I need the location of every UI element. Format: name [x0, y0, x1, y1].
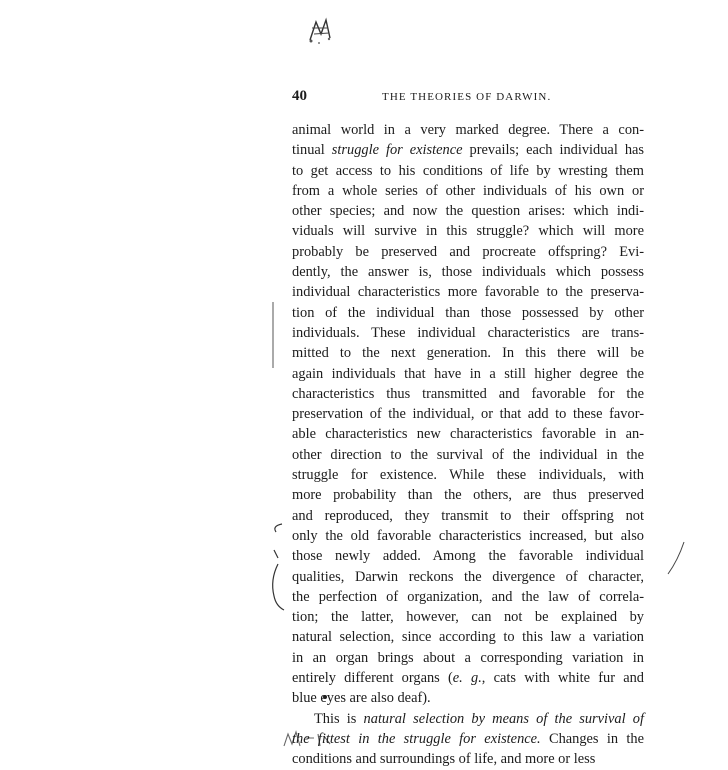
page-number: 40	[292, 88, 307, 104]
text-run: tinual	[292, 142, 332, 159]
text-run: qualities, Darwin reckons the divergence of character,	[292, 568, 644, 585]
text-run: natural selection, since according to this law a variation	[292, 629, 644, 646]
text-run: only the old favorable characteristics increased, but also	[292, 527, 644, 544]
text-run: other species; and now the question arises: which indi-	[292, 203, 644, 220]
margin-bracket	[268, 520, 290, 616]
running-header	[292, 88, 644, 110]
text-line	[292, 445, 644, 465]
text-run: blue eyes are also deaf).	[292, 690, 431, 707]
text-line	[292, 546, 644, 566]
text-line	[292, 627, 644, 647]
text-run: conditions and surroundings of life, and more or less	[292, 751, 596, 768]
text-line	[292, 221, 644, 241]
margin-stroke	[664, 540, 688, 576]
text-line	[292, 303, 644, 323]
text-line	[292, 567, 644, 587]
text-run: dently, the answer is, those individuals which possess	[292, 264, 644, 281]
text-run: in an organ brings about a corresponding variation in	[292, 649, 644, 666]
text-line	[292, 485, 644, 505]
text-line	[292, 262, 644, 282]
margin-line	[270, 300, 276, 370]
paragraph	[292, 120, 644, 709]
text-run: again individuals that have in a still higher degree the	[292, 365, 644, 382]
text-line	[292, 181, 644, 201]
text-run: those newly added. Among the favorable individual	[292, 548, 644, 565]
text-line	[292, 384, 644, 404]
text-line	[292, 161, 644, 181]
italic-run: natural selection by means of the survival of	[363, 710, 644, 727]
text-line	[292, 526, 644, 546]
text-run: prevails; each individual has	[462, 142, 645, 159]
text-line	[292, 120, 644, 140]
text-run: animal world in a very marked degree. There a con-	[292, 122, 644, 138]
text-line	[292, 587, 644, 607]
text-line	[292, 201, 644, 221]
italic-run: struggle for existence	[331, 142, 463, 159]
text-run: individual characteristics more favorable to the preserva-	[292, 284, 644, 301]
text-line	[292, 506, 644, 526]
text-run: Changes in the	[540, 730, 644, 747]
text-line	[292, 343, 644, 363]
text-line	[292, 688, 644, 708]
body-text	[292, 120, 644, 770]
text-run: struggle for existence. While these individuals, with	[292, 467, 644, 484]
text-line	[292, 323, 644, 343]
text-line	[292, 364, 644, 384]
text-run: tion; the latter, however, can not be explained by	[292, 609, 644, 626]
text-line	[292, 709, 644, 729]
text-run: preservation of the individual, or that add to these favor-	[292, 406, 644, 423]
text-line	[292, 282, 644, 302]
stamp-mark	[302, 14, 336, 46]
running-title: THE THEORIES OF DARWIN.	[382, 91, 552, 103]
text-run: viduals will survive in this struggle? which will more	[292, 223, 644, 240]
italic-run: e. g.	[452, 670, 482, 687]
text-run: This is	[314, 710, 364, 727]
text-line	[292, 424, 644, 444]
text-run: other direction to the survival of the individual in the	[292, 446, 644, 463]
text-run: mitted to the next generation. In this there will be	[292, 345, 644, 362]
text-run: individuals. These individual characteristics are trans-	[292, 324, 644, 341]
italic-run: the fittest in the struggle for existence.	[292, 730, 541, 747]
text-line	[292, 465, 644, 485]
text-run: able characteristics new characteristics favorable in an-	[292, 426, 644, 443]
paragraph	[292, 709, 644, 770]
text-line	[292, 404, 644, 424]
text-line	[292, 242, 644, 262]
text-line	[292, 648, 644, 668]
text-line	[292, 749, 644, 769]
text-line	[292, 729, 644, 749]
text-run: more probability than the others, are thus preserved	[292, 487, 644, 504]
text-run: tion of the individual than those possessed by other	[292, 304, 644, 321]
text-line	[292, 668, 644, 688]
text-run: characteristics thus transmitted and favorable for the	[292, 385, 644, 402]
text-run: and reproduced, they transmit to their offspring not	[292, 507, 644, 524]
text-run: to get access to his conditions of life by wresting them	[292, 162, 644, 179]
text-run: , cats with white fur and	[481, 670, 644, 687]
text-run: from a whole series of other individuals of his own or	[292, 182, 644, 199]
text-run: entirely different organs (	[292, 670, 453, 687]
text-run: probably be preserved and procreate offspring? Evi-	[292, 243, 644, 260]
text-line	[292, 140, 644, 160]
text-run: the perfection of organization, and the law of correla-	[292, 588, 644, 605]
text-line	[292, 607, 644, 627]
